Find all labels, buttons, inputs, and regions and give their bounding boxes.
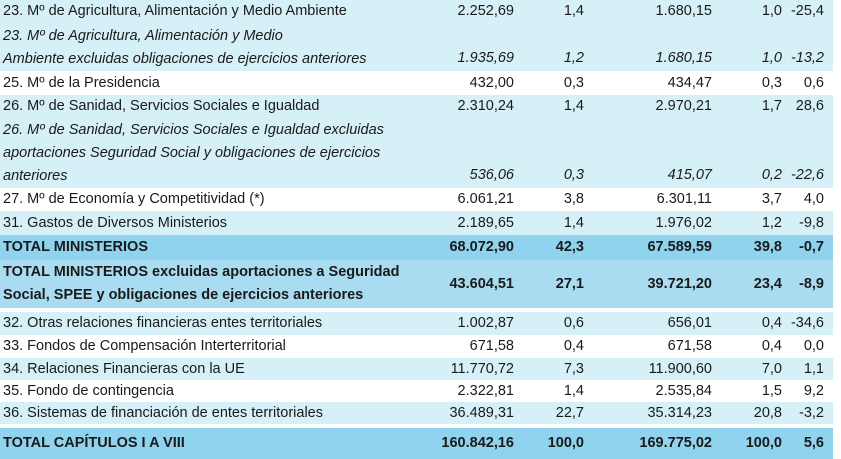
value-2013-cell: 6.061,21 [457, 191, 514, 207]
pct-2014-cell: 23,4 [753, 275, 782, 292]
row-label [3, 72, 160, 95]
table-row [0, 72, 833, 95]
table-row [0, 24, 833, 71]
variation-cell: 1,1 [803, 360, 824, 377]
row-label [3, 432, 185, 455]
variation-cell: -25,4 [790, 3, 824, 19]
table-row [0, 188, 833, 211]
pct-2014-cell: 100,0 [745, 435, 782, 451]
pct-2013-cell: 1,4 [563, 214, 584, 231]
table-row [0, 358, 833, 380]
pct-2014-cell: 1,0 [761, 3, 782, 19]
row-label-line: Ambiente excluidas obligaciones de ejercicios anteriores [3, 50, 367, 67]
row-label [3, 312, 322, 335]
value-2013-cell: 2.322,81 [457, 382, 514, 399]
value-2014-cell: 169.775,02 [639, 435, 712, 451]
pct-2014-cell: 3,7 [761, 191, 782, 207]
table-row [0, 428, 833, 459]
row-label-line: 26. Mº de Sanidad, Servicios Sociales e Igualdad [3, 98, 320, 114]
row-label [3, 95, 319, 118]
pct-2013-cell: 1,4 [563, 98, 584, 114]
value-2013-cell: 2.252,69 [457, 3, 514, 19]
row-label [3, 380, 174, 403]
table-row [0, 95, 833, 118]
row-label-line: anteriores [3, 167, 68, 184]
pct-2013-cell: 3,8 [563, 191, 584, 207]
value-2013-cell: 160.842,16 [441, 435, 514, 451]
pct-2013-cell: 1,4 [563, 382, 584, 399]
pct-2014-cell: 1,2 [761, 214, 782, 231]
value-2013-cell: 68.072,90 [449, 239, 514, 255]
pct-2014-cell: 39,8 [753, 239, 782, 255]
row-label-line: 32. Otras relaciones financieras entes territoriales [3, 315, 323, 331]
value-2014-cell: 415,07 [667, 167, 712, 183]
pct-2014-cell: 0,2 [761, 167, 782, 183]
value-2013-cell: 43.604,51 [449, 275, 514, 292]
pct-2014-cell: 1,0 [761, 50, 782, 66]
variation-cell: 9,2 [803, 382, 824, 399]
value-2013-cell: 671,58 [469, 338, 514, 354]
row-label-line: 23. Mº de Agricultura, Alimentación y Medio Ambiente [3, 3, 347, 19]
variation-cell: -13,2 [790, 50, 824, 66]
pct-2013-cell: 0,3 [563, 75, 584, 91]
pct-2013-cell: 22,7 [555, 404, 584, 421]
table-row [0, 335, 833, 358]
pct-2014-cell: 20,8 [753, 404, 782, 421]
value-2014-cell: 656,01 [667, 315, 712, 331]
row-label [3, 261, 399, 307]
pct-2013-cell: 1,4 [563, 3, 584, 19]
pct-2014-cell: 1,5 [761, 382, 782, 399]
value-2014-cell: 6.301,11 [656, 191, 712, 207]
variation-cell: -34,6 [790, 315, 824, 331]
pct-2013-cell: 0,3 [563, 167, 584, 183]
row-label [3, 212, 227, 235]
value-2013-cell: 36.489,31 [449, 404, 514, 421]
row-label [3, 119, 384, 188]
variation-cell: -9,8 [799, 214, 824, 231]
value-2013-cell: 11.770,72 [450, 360, 514, 377]
value-2013-cell: 2.189,65 [457, 214, 514, 231]
row-label-line: 31. Gastos de Diversos Ministerios [3, 214, 228, 231]
row-label-line: 27. Mº de Economía y Competitividad (*) [3, 191, 265, 207]
row-label [3, 402, 323, 425]
pct-2013-cell: 0,4 [563, 338, 584, 354]
pct-2013-cell: 7,3 [563, 360, 584, 377]
pct-2014-cell: 1,7 [761, 98, 782, 114]
variation-cell: -22,6 [790, 167, 824, 183]
row-label-line: aportaciones Seguridad Social y obligaciones de ejercicios [3, 144, 381, 161]
pct-2013-cell: 100,0 [547, 435, 584, 451]
row-label [3, 25, 367, 71]
row-label-line: TOTAL MINISTERIOS excluidas aportaciones a Seguridad [3, 264, 400, 280]
table-row [0, 312, 833, 335]
value-2014-cell: 1.680,15 [655, 50, 712, 66]
pct-2014-cell: 0,4 [761, 315, 782, 331]
pct-2014-cell: 7,0 [761, 360, 782, 377]
right-margin [833, 0, 841, 459]
row-label [3, 236, 148, 259]
variation-cell: 28,6 [795, 98, 824, 114]
row-label-line: 35. Fondo de contingencia [3, 382, 174, 399]
row-label-line: 23. Mº de Agricultura, Alimentación y Medio [3, 27, 283, 44]
pct-2014-cell: 0,4 [761, 338, 782, 354]
value-2014-cell: 1.976,02 [655, 214, 712, 231]
value-2014-cell: 11.900,60 [648, 360, 712, 377]
table-row [0, 380, 833, 402]
row-label-line: TOTAL CAPÍTULOS I A VIII [3, 435, 185, 451]
table-row [0, 118, 833, 188]
row-label-line: 33. Fondos de Compensación Interterritorial [3, 338, 286, 354]
variation-cell: 0,0 [803, 338, 824, 354]
variation-cell: 5,6 [803, 435, 824, 451]
pct-2013-cell: 0,6 [563, 315, 584, 331]
pct-2013-cell: 42,3 [555, 239, 584, 255]
variation-cell: -0,7 [799, 239, 824, 255]
variation-cell: -8,9 [799, 275, 824, 292]
row-label-line: 36. Sistemas de financiación de entes territoriales [3, 404, 323, 421]
pct-2013-cell: 27,1 [555, 275, 584, 292]
row-label [3, 358, 245, 381]
value-2013-cell: 432,00 [469, 75, 514, 91]
row-label-line: TOTAL MINISTERIOS [3, 239, 149, 255]
row-label-line: Social, SPEE y obligaciones de ejercicios anteriores [3, 287, 364, 303]
table-row [0, 0, 833, 24]
row-label [3, 188, 265, 211]
table-row [0, 235, 833, 260]
value-2014-cell: 2.535,84 [655, 382, 712, 399]
value-2014-cell: 671,58 [667, 338, 712, 354]
value-2013-cell: 536,06 [469, 167, 514, 183]
value-2014-cell: 67.589,59 [647, 239, 712, 255]
variation-cell: 4,0 [803, 191, 824, 207]
row-label-line: 25. Mº de la Presidencia [3, 75, 160, 91]
value-2013-cell: 1.002,87 [457, 315, 514, 331]
value-2013-cell: 2.310,24 [457, 98, 514, 114]
row-label-line: 34. Relaciones Financieras con la UE [3, 360, 245, 377]
value-2014-cell: 2.970,21 [655, 98, 712, 114]
value-2014-cell: 1.680,15 [655, 3, 712, 19]
table-row [0, 211, 833, 235]
row-label [3, 0, 347, 23]
pct-2014-cell: 0,3 [761, 75, 782, 91]
variation-cell: -3,2 [799, 404, 824, 421]
variation-cell: 0,6 [803, 75, 824, 91]
value-2014-cell: 434,47 [667, 75, 712, 91]
value-2014-cell: 35.314,23 [647, 404, 712, 421]
pct-2013-cell: 1,2 [563, 50, 584, 66]
table-row [0, 260, 833, 308]
value-2013-cell: 1.935,69 [457, 50, 514, 66]
row-label [3, 335, 286, 358]
table-row [0, 402, 833, 424]
value-2014-cell: 39.721,20 [647, 275, 712, 292]
row-label-line: 26. Mº de Sanidad, Servicios Sociales e Igualdad excluidas [3, 121, 384, 138]
